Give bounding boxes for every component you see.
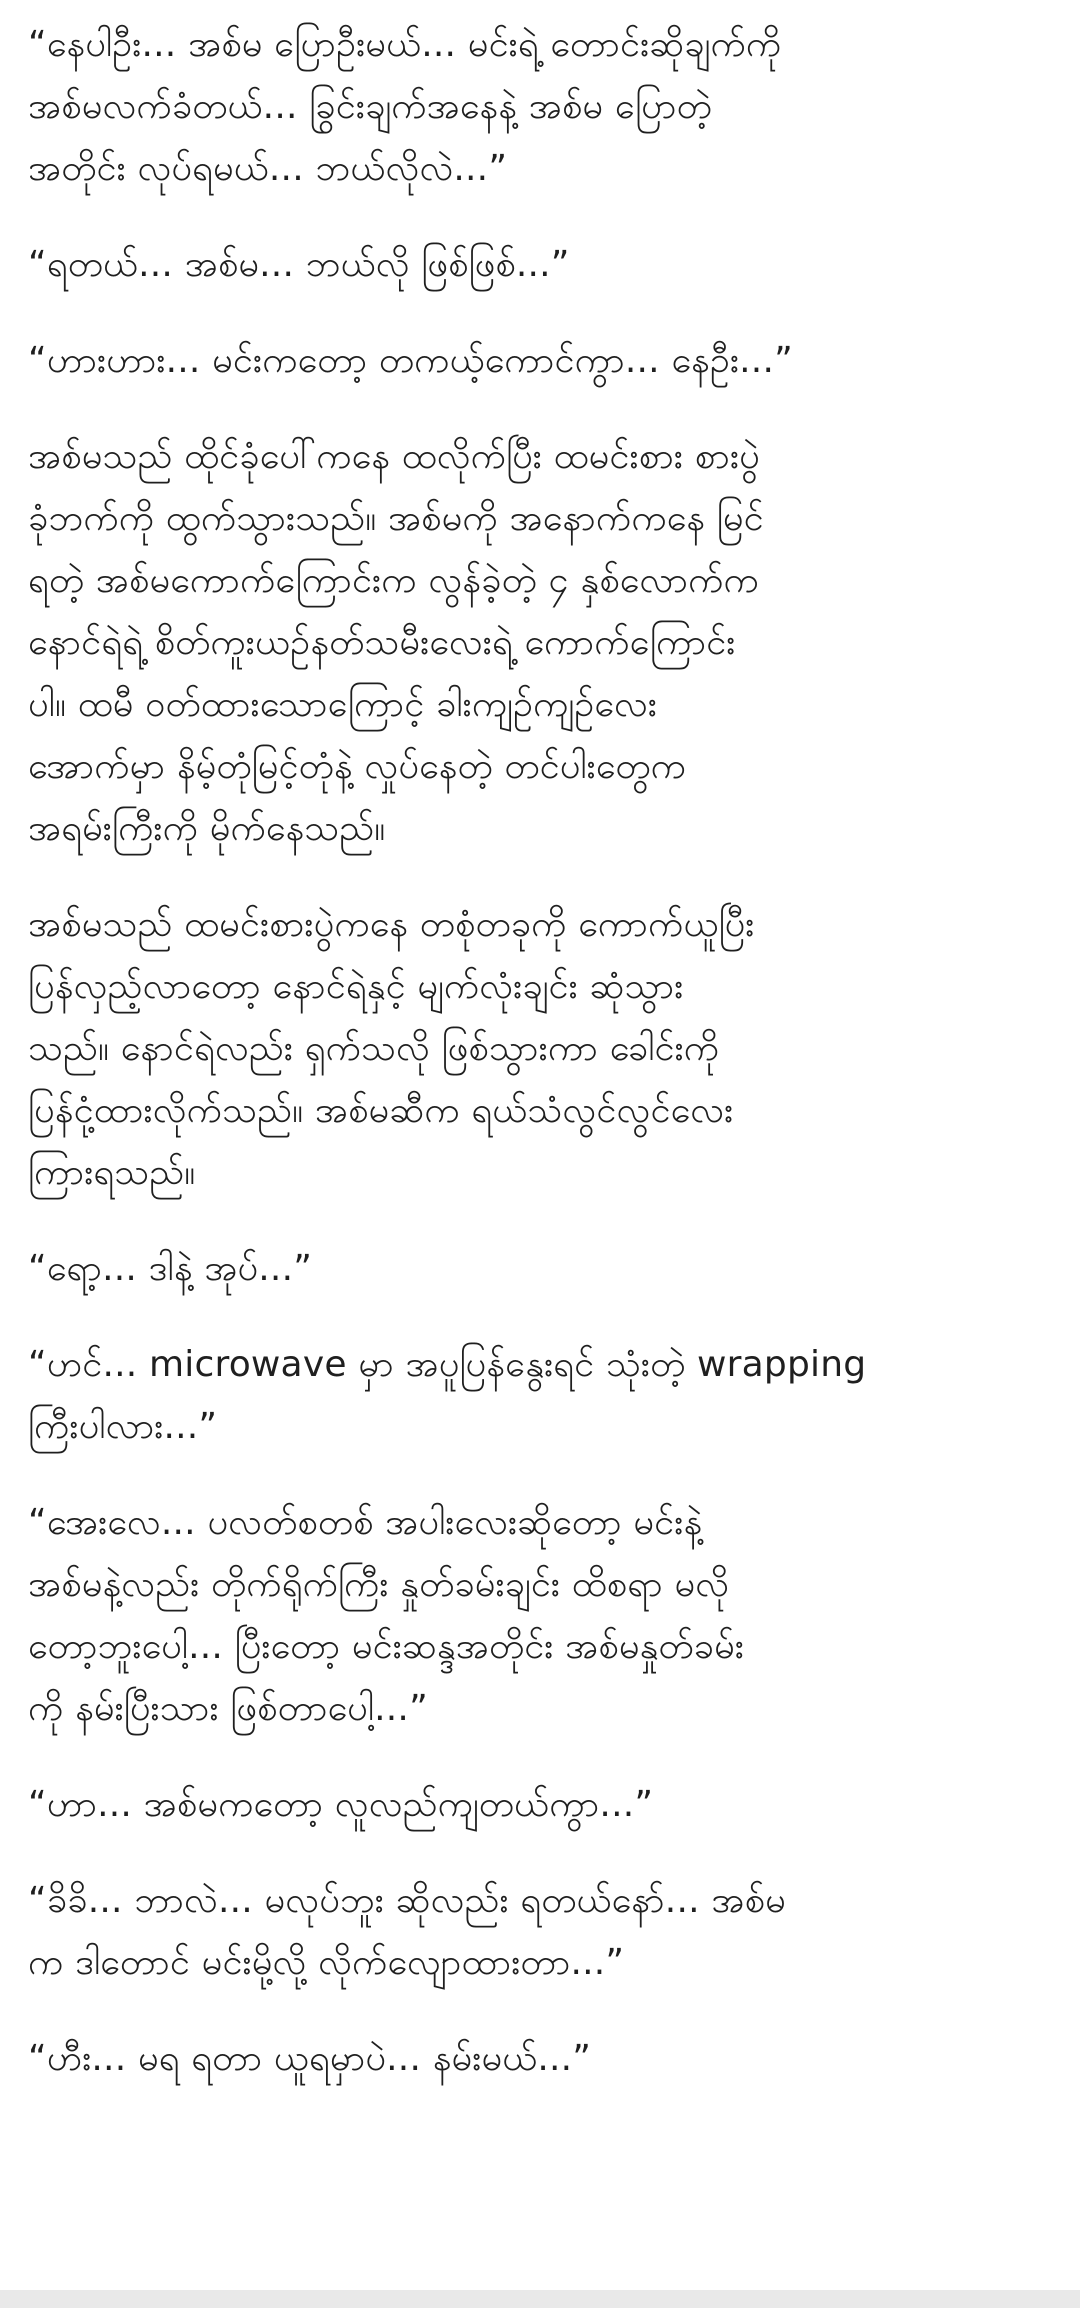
paragraph-3: “ဟားဟား... မင်းကတော့ တကယ့်ကောင်ကွာ... နေဦး...” (28, 340, 793, 381)
paragraph-6: “ရော့... ဒါနဲ့ အုပ်...” (28, 1248, 313, 1289)
paragraph-11: “ဟီး... မရ ရတာ ယူရမှာပဲ... နမ်းမယ်...” (28, 2038, 592, 2079)
bottom-edge-bar (0, 2290, 1080, 2308)
paragraph-1: “နေပါဦး... အစ်မ ပြောဦးမယ်... မင်းရဲ့ တောင်းဆိုချက်ကို အစ်မလက်ခံတယ်... ခြွင်းချက်အနေနဲ့ အစ်မ ပြောတဲ့ အတိုင်း လုပ်ရမယ်... ဘယ်လိုလဲ...” (28, 24, 782, 189)
paragraph-8: “အေးလေ... ပလတ်စတစ် အပါးလေးဆိုတော့ မင်းနဲ့ အစ်မနဲ့လည်း တိုက်ရိုက်ကြီး နှုတ်ခမ်းချင်း ထိစရာ မလို တော့ဘူးပေါ့... ပြီးတော့ မင်းဆန္ဒအတိုင်း အစ်မနှုတ်ခမ်း ကို နမ်းပြီးသား ဖြစ်တာပေါ့...” (28, 1502, 745, 1729)
paragraph-10: “ခိခိ... ဘာလဲ... မလုပ်ဘူး ဆိုလည်း ရတယ်နော်... အစ်မ က ဒါတောင် မင်းမို့လို့ လိုက်လျောထားတာ...” (28, 1880, 786, 1983)
paragraph-2: “ရတယ်... အစ်မ... ဘယ်လို ဖြစ်ဖြစ်...” (28, 244, 570, 285)
paragraph-5: အစ်မသည် ထမင်းစားပွဲကနေ တစုံတခုကို ကောက်ယူပြီး ပြန်လှည့်လာတော့ နောင်ရဲနှင့် မျက်လုံးချင်း ဆုံသွား သည်။ နောင်ရဲလည်း ရှက်သလို ဖြစ်သွားကာ ခေါင်းကို ပြန်ငုံ့ထားလိုက်သည်။ အစ်မဆီက ရယ်သံလွင်လွင်လေး ကြားရသည်။ (28, 904, 755, 1193)
paragraph-4: အစ်မသည် ထိုင်ခုံပေါ်ကနေ ထလိုက်ပြီး ထမင်းစား စားပွဲ ခုံဘက်ကို ထွက်သွားသည်။ အစ်မကို အနောက်ကနေ မြင် ရတဲ့ အစ်မကောက်ကြောင်းက လွန်ခဲ့တဲ့ ၄ နှစ်လောက်က နောင်ရဲရဲ့ စိတ်ကူးယဉ်နတ်သမီးလေးရဲ့ ကောက်ကြောင်း ပါ။ ထမီ ဝတ်ထားသောကြောင့် ခါးကျဉ်ကျဉ်လေး အောက်မှာ နိမ့်တုံမြင့်တုံနဲ့ လှုပ်နေတဲ့ တင်ပါးတွေက အရမ်းကြီးကို မိုက်နေသည်။ (28, 436, 764, 849)
paragraph-9: “ဟာ... အစ်မကတော့ လူလည်ကျတယ်ကွာ...” (28, 1784, 654, 1825)
paragraph-7: “ဟင်... microwave မှာ အပူပြန်နွေးရင် သုံးတဲ့ wrapping ကြီးပါလား...” (28, 1344, 867, 1447)
